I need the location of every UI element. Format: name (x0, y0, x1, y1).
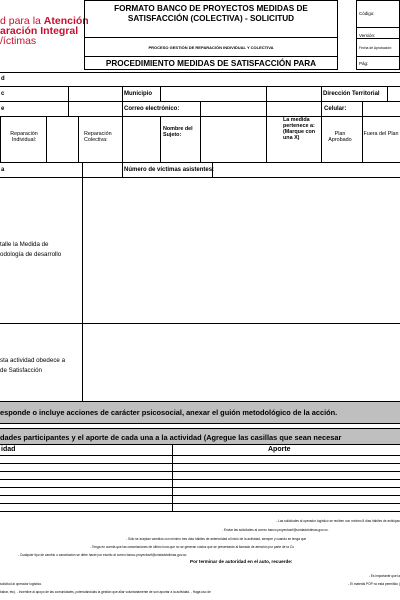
header-title-line1: FORMATO BANCO DE PROYECTOS MEDIDAS DE (114, 4, 308, 13)
form-row-3 (0, 102, 400, 117)
pag-cell (356, 56, 400, 70)
obedece-input[interactable] (83, 324, 400, 402)
note-6: Por terminar de autoridad en el auto, recuerde: (190, 559, 293, 564)
table-row[interactable] (0, 464, 400, 472)
reparacion-individual-label: Reparación Individual: (10, 131, 38, 143)
pag-label: Pág: (359, 61, 369, 66)
note-8: solicitud al operador logístico. (0, 582, 42, 586)
detalle-input[interactable] (83, 178, 400, 324)
fecha-cell (356, 38, 400, 57)
logo-line2: aración Integral (0, 25, 79, 37)
reparacion-colectiva-label: Reparación Colectiva: (84, 131, 112, 143)
header-procedure: PROCEDIMIENTO MEDIDAS DE SATISFACCIÓN PARA (105, 59, 317, 68)
table-row[interactable] (0, 496, 400, 504)
psicosocial-text: esponde o incluye acciones de carácter psicosocial, anexar el guión metodológico de la acción. (0, 408, 338, 417)
detalle-section (0, 178, 400, 324)
row2-label: c (1, 91, 5, 97)
codigo-label: Código: (359, 11, 375, 16)
fecha-label: Fecha de Aprobación: (359, 46, 392, 50)
header-process-box (84, 37, 338, 57)
notes-section (0, 512, 400, 600)
medida-pertenece-label: La medida pertenece a: (Marque con una X) (283, 117, 316, 141)
note-9: - El material POP no está permitido ( (348, 582, 400, 586)
header-procedure-box (84, 56, 338, 70)
table-header (0, 445, 400, 456)
header-title-box (84, 0, 338, 38)
row3-label: e (1, 106, 5, 112)
obedece-line1: sta actividad obedece a (0, 357, 66, 364)
psicosocial-banner (0, 402, 400, 424)
logo-line3: /íctimas (0, 35, 37, 47)
version-label: Versión: (359, 33, 376, 38)
note-5: - Cualquier tipo de cambio o cancelación se debe hacer por escrito al correo banco.proyectosrf@unidadvictimas.gov.co. (18, 553, 188, 557)
note-3: - Sólo se aceptan cambios con mínimo tres días hábiles de anterioridad al inicio de la actividad, siempre y cuando se tenga que (126, 537, 307, 541)
nombre-sujeto-label: Nombre del Sujeto: (163, 126, 193, 138)
direccion-territorial-label: Dirección Territorial (323, 91, 380, 97)
entidades-banner (0, 428, 400, 445)
logo-line1: d para la (0, 15, 41, 27)
municipio-label: Municipio (124, 91, 152, 97)
obedece-line2: de Satisfacción (0, 367, 42, 374)
form-row-1 (0, 72, 400, 87)
entidades-text: dades participantes y el aporte de cada una a la actividad (Agregue las casillas que sean necesar (0, 433, 342, 442)
form-row-4 (0, 117, 400, 163)
table-col1: idad (1, 446, 16, 453)
table-row[interactable] (0, 480, 400, 488)
table-body (0, 456, 400, 512)
detalle-line2: odología de desarrollo (0, 251, 62, 258)
table-row[interactable] (0, 504, 400, 512)
correo-label: Correo electrónico: (124, 106, 180, 112)
row1-label: d (1, 76, 5, 82)
note-7: - Es importante que la (368, 574, 400, 578)
header-process: PROCESO GESTIÓN DE REPARACIÓN INDIVIDUAL Y COLECTIVA (148, 45, 274, 50)
header-title-line2: SATISFACCIÓN (COLECTIVA) - SOLICITUD (127, 14, 295, 23)
table-row[interactable] (0, 456, 400, 464)
celular-label: Celular: (324, 106, 347, 112)
row5-label: a (1, 167, 5, 173)
form-row-2 (0, 87, 400, 102)
num-victimas-label: Número de víctimas asistentes: (124, 167, 215, 173)
obedece-section (0, 324, 400, 402)
table-row[interactable] (0, 472, 400, 480)
logo-line1-red: Atención (43, 15, 89, 27)
note-4: - Tenga en cuenta que las cancelaciones de último hora que no se generan costos que se presentarán al llamado de atención por parte de la Co (90, 545, 294, 549)
logo (0, 0, 89, 66)
form-row-5 (0, 163, 400, 178)
note-10: balrar, etc). - Incentive al apoyo de las comunidades, potenciándolas la gestión que allar voluntariamente de son aportar a la actividad. - Haga uso de (0, 590, 211, 594)
plan-aprobado-label: Plan Aprobado (328, 131, 352, 143)
table-row[interactable] (0, 488, 400, 496)
note-1: - Las solicitudes al operador logístico se reciben con mínimo 8 días hábiles de anticipac (276, 519, 400, 523)
fuera-plan-label: Fuera del Plan (363, 131, 399, 137)
codigo-cell (356, 0, 400, 28)
note-2: - Enviar las solicitudes al correo banco.proyectosrf@unidadvictimas.gov.co. (222, 528, 329, 532)
table-col2: Aporte (268, 446, 291, 453)
detalle-line1: talle la Medida de (0, 241, 49, 248)
